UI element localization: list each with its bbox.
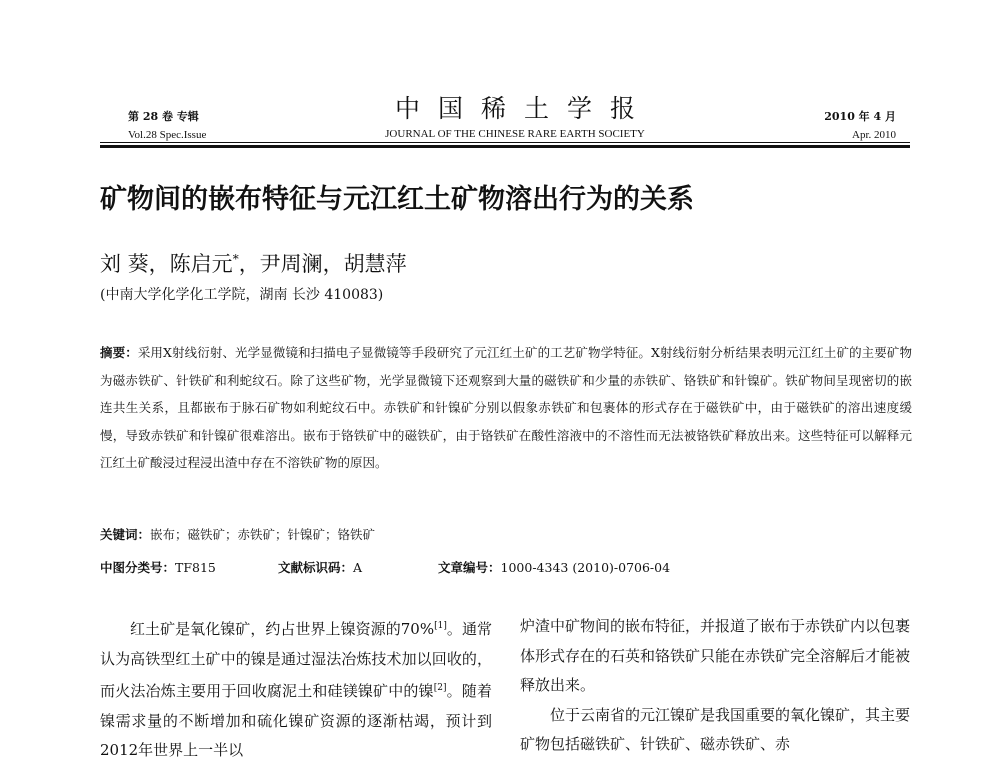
abstract-text: 采用X射线衍射、光学显微镜和扫描电子显微镜等手段研究了元江红土矿的工艺矿物学特征。X射线衍射分析结果表明元江红土矿的主要矿物为磁赤铁矿、针铁矿和利蛇纹石。除了这些矿物，光学显微镜下还观察到大量的磁铁矿和少量的赤铁矿、铬铁矿和针镍矿。铁矿物间呈现密切的嵌连共生关系，且都嵌布于脉石矿物如利蛇纹石中。赤铁矿和针镍矿分别以假象赤铁矿和包裹体的形式存在于磁铁矿中，由于磁铁矿的溶出速度缓慢，导致赤铁矿和针镍矿很难溶出。嵌布于铬铁矿中的磁铁矿，由于铬铁矿在酸性溶液中的不溶性而无法被铬铁矿释放出来。这些特征可以解释元江红土矿酸浸过程浸出渣中存在不溶铁矿物的原因。 <box>100 345 912 470</box>
header-rule-thin <box>100 142 910 143</box>
body-column-right <box>520 612 910 760</box>
journal-title <box>350 94 680 141</box>
abstract <box>100 339 912 477</box>
volume-cn: 第 28 卷 专辑 <box>128 110 199 123</box>
author-list <box>100 245 407 278</box>
corresponding-author-mark: * <box>232 252 239 266</box>
body-text: 。随着镍需求量的不断增加和硫化镍矿资源的逐渐枯竭，预计到2012年世界上一半以 <box>100 682 492 759</box>
issue-date-en: Apr. 2010 <box>852 129 896 141</box>
keywords-label: 关键词： <box>100 527 151 542</box>
body-text: 红土矿是氧化镍矿，约占世界上镍资源的70% <box>130 620 435 638</box>
article-title: 矿物间的嵌布特征与元江红土矿物溶出行为的关系 <box>100 184 694 215</box>
body-paragraph: 炉渣中矿物间的嵌布特征，并报道了嵌布于赤铁矿内以包裹体形式存在的石英和铬铁矿只能在赤铁矿完全溶解后才能被释放出来。 <box>520 617 911 694</box>
citation-2: [2] <box>433 683 447 693</box>
body-column-left <box>100 612 492 766</box>
journal-title-cn: 中国稀土学报 <box>394 94 653 123</box>
abstract-label: 摘要： <box>100 345 138 360</box>
article-number-value: 1000-4343 (2010)-0706-04 <box>500 560 671 575</box>
header-rule-thick <box>100 145 910 148</box>
body-paragraph: 位于云南省的元江镍矿是我国重要的氧化镍矿，其主要矿物包括磁铁矿、针铁矿、磁赤铁矿、赤 <box>520 705 911 753</box>
journal-title-en: JOURNAL OF THE CHINESE RARE EARTH SOCIETY <box>385 128 645 140</box>
document-code <box>278 558 362 578</box>
body-paragraph <box>100 612 492 766</box>
affiliation: (中南大学化学化工学院，湖南 长沙 410083) <box>100 287 384 303</box>
article-number-label: 文章编号： <box>438 560 501 575</box>
authors-rest: ，尹周澜，胡慧萍 <box>238 252 407 276</box>
clc-label: 中图分类号： <box>100 560 176 575</box>
volume-en: Vol.28 Spec.Issue <box>128 129 207 141</box>
doc-code-value: A <box>353 560 363 575</box>
body-text: 。通常认为高铁型红土矿中的镍是通过湿法冶炼技术加以回收的，而火法冶炼主要用于回收腐泥土和硅镁镍矿中的镍 <box>100 620 492 700</box>
issue-date-cn: 2010 年 4 月 <box>824 110 896 123</box>
authors-first: 刘 葵，陈启元 <box>100 252 233 276</box>
keywords-text: 嵌布；磁铁矿；赤铁矿；针镍矿；铬铁矿 <box>150 527 376 542</box>
clc-value: TF815 <box>175 560 216 575</box>
doc-code-label: 文献标识码： <box>278 560 354 575</box>
keywords <box>100 525 375 545</box>
citation-1: [1] <box>434 621 447 631</box>
article-number <box>438 558 670 578</box>
issue-date <box>824 108 896 144</box>
clc-number <box>100 558 216 578</box>
volume-info <box>128 108 206 144</box>
